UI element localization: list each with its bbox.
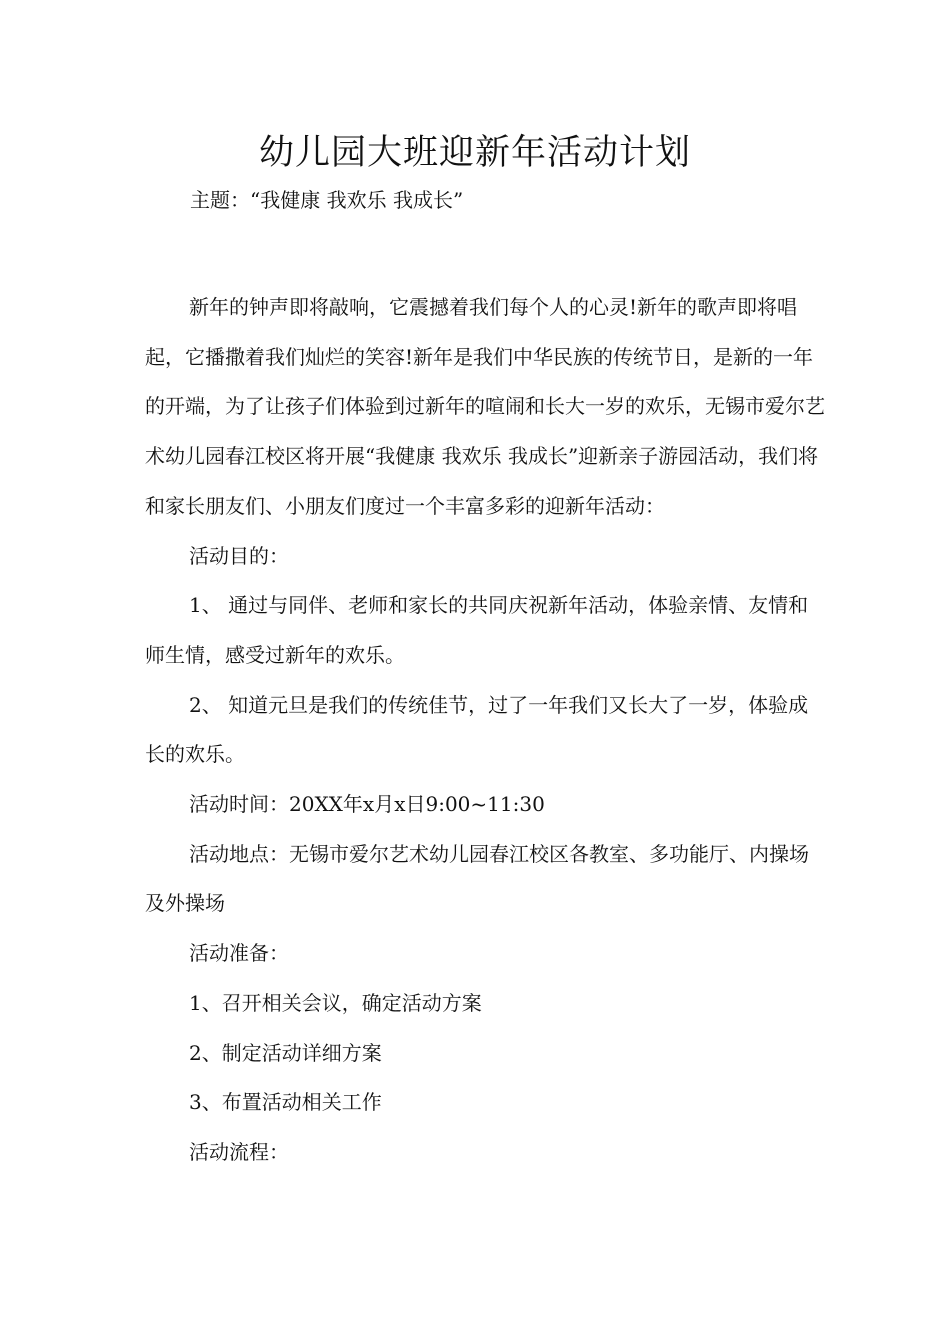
prep-item-2: 2、制定活动详细方案 [189, 1040, 382, 1065]
prep-item-1: 1、召开相关会议，确定活动方案 [189, 990, 482, 1015]
prep-item-3: 3、布置活动相关工作 [189, 1090, 382, 1115]
goal-item-1: 1、 通过与同伴、老师和家长的共同庆祝新年活动，体验亲情、友情和师生情，感受过新年的欢乐。 [145, 593, 809, 667]
prep-heading: 活动准备： [189, 941, 289, 966]
goal-item-2: 2、 知道元旦是我们的传统佳节，过了一年我们又长大了一岁，体验成长的欢乐。 [145, 692, 809, 767]
goal-heading: 活动目的： [189, 543, 289, 568]
document-subtitle: 主题：“我健康 我欢乐 我成长” [190, 188, 464, 212]
flow-heading: 活动流程： [189, 1139, 289, 1164]
document-body [145, 283, 825, 1178]
activity-time: 活动时间：20XX年x月x日9:00~11:30 [189, 792, 545, 817]
activity-place: 活动地点：无锡市爱尔艺术幼儿园春江校区各教室、多功能厅、内操场及外操场 [145, 841, 809, 916]
intro-paragraph: 新年的钟声即将敲响，它震撼着我们每个人的心灵!新年的歌声即将唱起，它播撒着我们灿烂的笑容!新年是我们中华民族的传统节日，是新的一年的开端，为了让孩子们体验到过新年的喧闹和长大一岁的欢乐，无锡市爱尔艺术幼儿园春江校区将开展“我健康 我欢乐 我成长”迎新亲子游园活动，我们将和家长朋友们、小朋友们度过一个丰富多彩的迎新年活动： [145, 295, 825, 518]
document-title: 幼儿园大班迎新年活动计划 [258, 133, 691, 173]
